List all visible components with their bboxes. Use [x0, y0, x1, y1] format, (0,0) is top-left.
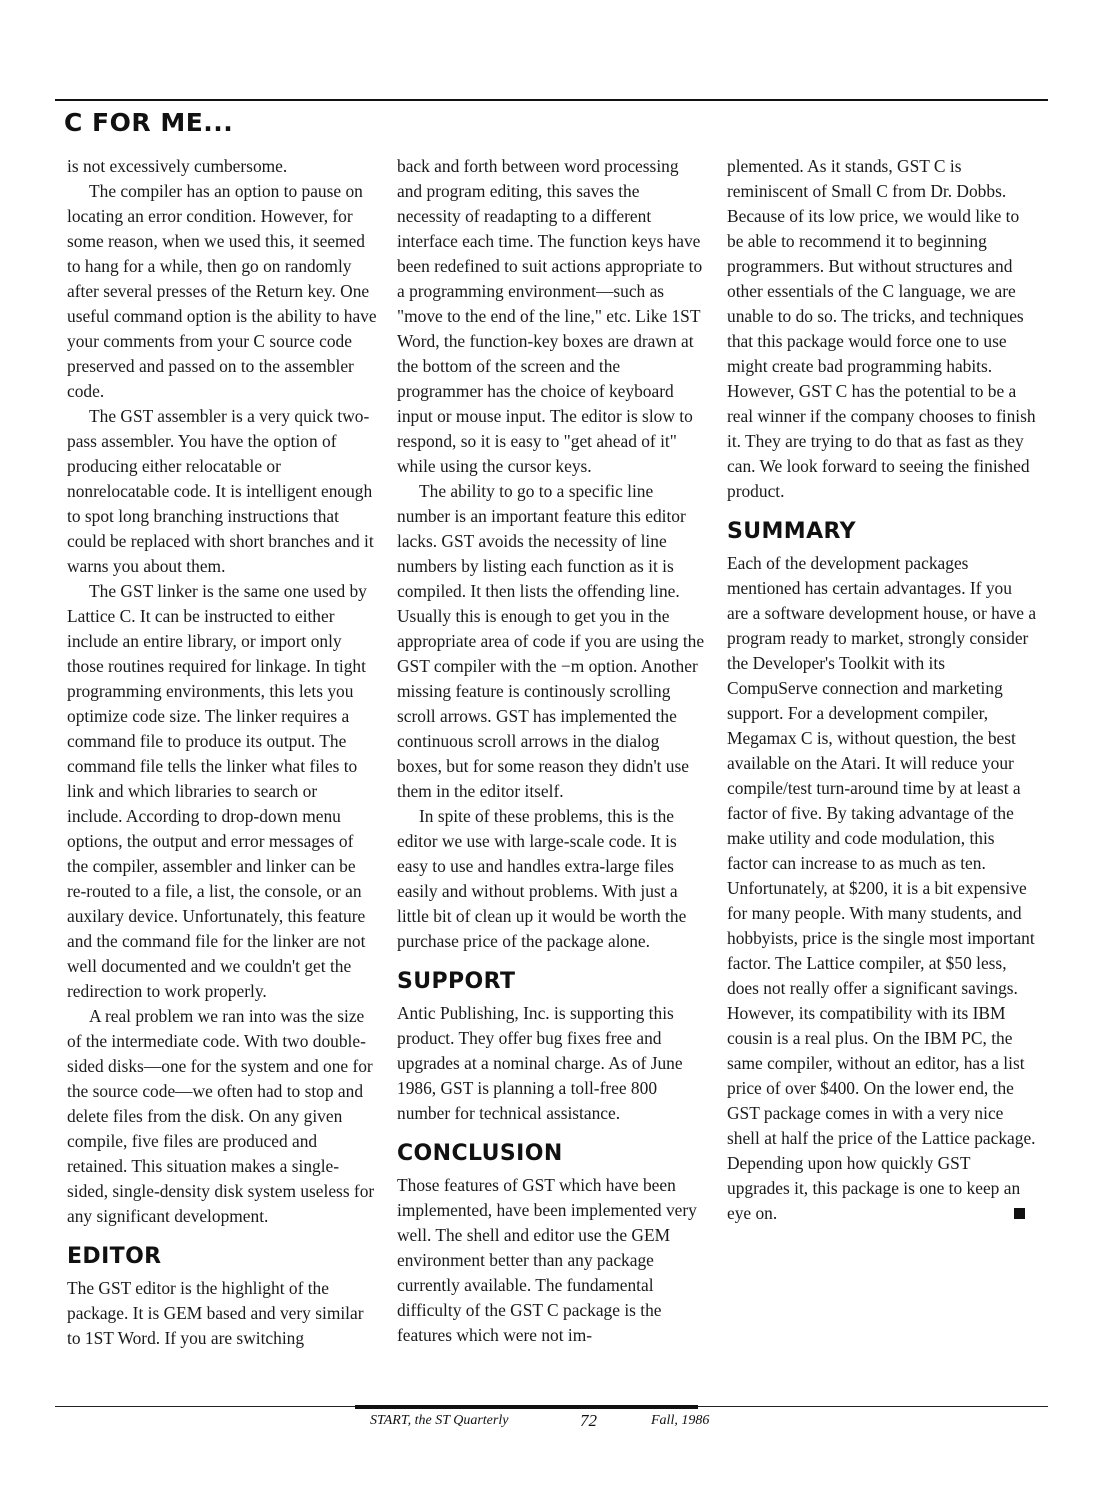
end-of-article-mark	[1014, 1208, 1025, 1219]
paragraph: is not excessively cumbersome.	[67, 156, 288, 176]
paragraph: Antic Publishing, Inc. is supporting this product. They offer bug fixes free and upgrades at a nominal charge. As of June 1986, GST is planning a toll-free 800 number for technical assistance.	[397, 1003, 683, 1123]
paragraph: The GST editor is the highlight of the package. It is GEM based and very similar to 1ST Word. If you are switching	[67, 1278, 364, 1348]
paragraph: The ability to go to a specific line number is an important feature this editor lacks. GST avoids the necessity of line numbers by listing each function as it is compiled. It then lists the offending line. Usually this is enough to get you in the appropriate area of code if you are using the GST compiler with the −m option. Another missing feature is continously scrolling scroll arrows. GST has implemented the continuous scroll arrows in the dialog boxes, but for some reason they didn't use them in the editor itself.	[397, 481, 705, 801]
footer-rule-accent	[355, 1405, 698, 1409]
page-number: 72	[580, 1411, 597, 1430]
paragraph: A real problem we ran into was the size of the intermediate code. With two double-sided disks—one for the system and one for the source code—we often had to stop and delete files from the disk. On any given compile, five files are produced and retained. This situation makes a single-sided, single-density disk system useless for any significant development.	[67, 1006, 375, 1226]
paragraph: back and forth between word processing and program editing, this saves the necessity of readapting to a different interface each time. The function keys have been redefined to suit actions appropriate to a programming environment—such as "move to the end of the line," etc. Like 1ST Word, the function-key boxes are drawn at the bottom of the screen and the programmer has the choice of keyboard input or mouse input. The editor is slow to respond, so it is easy to "get ahead of it" while using the cursor keys.	[397, 156, 703, 476]
paragraph: Each of the development packages mentioned has certain advantages. If you are a software development house, or have a program ready to market, strongly consider the Developer's Toolkit with its CompuServe connection and marketing support. For a development compiler, Megamax C is, without question, the best available on the Atari. It will reduce your compile/test turn-around time by at least a factor of five. By taking advantage of the make utility and code modulation, this factor can increase to as much as ten. Unfortunately, at $200, it is a bit expensive for many people. With many students, and hobbyists, price is the single most important factor. The Lattice compiler, at $50 less, does not really offer a significant savings. However, its compatibility with its IBM cousin is a real plus. On the IBM PC, the same compiler, without an editor, has a list price of over $400. On the lower end, the GST package comes in with a very nice shell at half the price of the Lattice package. Depending upon how quickly GST upgrades it, this package is one to keep an eye on.	[727, 553, 1037, 1223]
paragraph: plemented. As it stands, GST C is reminiscent of Small C from Dr. Dobbs. Because of its low price, we would like to be able to recommend it to beginning programmers. But without structures and other essentials of the C language, we are unable to do so. The tricks, and techniques that this package would force one to use might create bad programming habits. However, GST C has the potential to be a real winner if the company chooses to finish it. They are trying to do that as fast as they can. We look forward to seeing the finished product.	[727, 156, 1036, 501]
section-heading: SUPPORT	[397, 969, 516, 994]
paragraph: The GST assembler is a very quick two-pass assembler. You have the option of producing either relocatable or nonrelocatable code. It is intelligent enough to spot long branching instructions that could be replaced with short branches and it warns you about them.	[67, 406, 374, 576]
section-heading: CONCLUSION	[397, 1141, 563, 1166]
page-title: C FOR ME...	[64, 108, 234, 137]
section-heading: SUMMARY	[727, 519, 856, 544]
column-2	[397, 154, 707, 1348]
footer-publication: START, the ST Quarterly	[370, 1413, 509, 1428]
footer-date: Fall, 1986	[651, 1413, 710, 1428]
column-3	[727, 154, 1037, 1226]
column-1	[67, 154, 377, 1351]
paragraph: Those features of GST which have been implemented, have been implemented very well. The shell and editor use the GEM environment better than any package currently available. The fundamental difficulty of the GST C package is the features which were not im-	[397, 1175, 697, 1345]
paragraph: The compiler has an option to pause on locating an error condition. However, for some reason, when we used this, it seemed to hang for a while, then go on randomly after several presses of the Return key. One useful command option is the ability to have your comments from your C source code preserved and passed on to the assembler code.	[67, 181, 377, 401]
paragraph: The GST linker is the same one used by Lattice C. It can be instructed to either include an entire library, or import only those routines required for linkage. In tight programming environments, this lets you optimize code size. The linker requires a command file to produce its output. The command file tells the linker what files to link and which libraries to search or include. According to drop-down menu options, the output and error messages of the compiler, assembler and linker can be re-routed to a file, a list, the console, or an auxilary device. Unfortunately, this feature and the command file for the linker are not well documented and we couldn't get the redirection to work properly.	[67, 581, 367, 1001]
section-heading: EDITOR	[67, 1244, 162, 1269]
paragraph: In spite of these problems, this is the editor we use with large-scale code. It is easy to use and handles extra-large files easily and without problems. With just a little bit of clean up it would be worth the purchase price of the package alone.	[397, 806, 687, 951]
header-rule	[55, 99, 1048, 101]
